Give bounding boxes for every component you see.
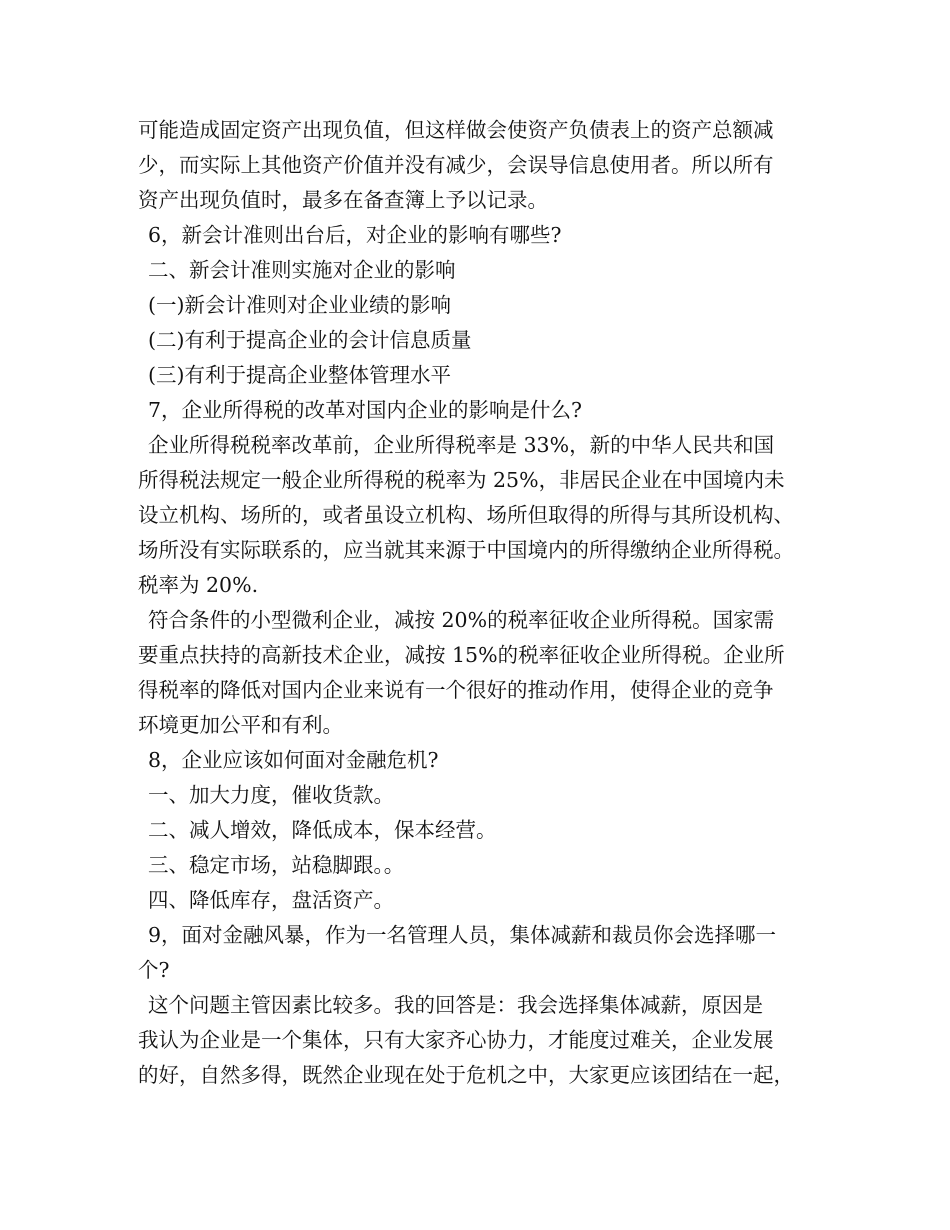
text-line: 少，而实际上其他资产价值并没有减少，会误导信息使用者。所以所有 <box>138 153 774 177</box>
text-line: 7，企业所得税的改革对国内企业的影响是什么? <box>148 398 583 422</box>
text-line: 所得税法规定一般企业所得税的税率为 25%，非居民企业在中国境内未 <box>138 468 785 492</box>
text-line: 6，新会计准则出台后，对企业的影响有哪些? <box>148 223 562 247</box>
text-line: 个? <box>138 958 170 982</box>
text-line: 二、新会计准则实施对企业的影响 <box>148 258 456 282</box>
text-line: 设立机构、场所的，或者虽设立机构、场所但取得的所得与其所设机构、 <box>138 503 794 527</box>
text-line: 环境更加公平和有利。 <box>138 713 343 737</box>
text-line: (二)有利于提高企业的会计信息质量 <box>148 328 472 352</box>
text-line: 可能造成固定资产出现负值，但这样做会使资产负债表上的资产总额减 <box>138 118 774 142</box>
text-line: (三)有利于提高企业整体管理水平 <box>148 363 451 387</box>
text-line: 符合条件的小型微利企业，减按 20%的税率征收企业所得税。国家需 <box>148 608 775 632</box>
document-body <box>138 113 820 1093</box>
text-line: 资产出现负值时，最多在备查簿上予以记录。 <box>138 188 548 212</box>
text-line: 税率为 20%. <box>138 573 259 597</box>
text-line: 要重点扶持的高新技术企业，减按 15%的税率征收企业所得税。企业所 <box>138 643 785 667</box>
text-line: 三、稳定市场，站稳脚跟。。 <box>148 853 405 877</box>
text-line: 得税率的降低对国内企业来说有一个很好的推动作用，使得企业的竞争 <box>138 678 774 702</box>
text-line: 我认为企业是一个集体，只有大家齐心协力，才能度过难关，企业发展 <box>138 1028 774 1052</box>
text-line: 企业所得税税率改革前，企业所得税率是 33%，新的中华人民共和国 <box>148 433 775 457</box>
text-line: 9，面对金融风暴，作为一名管理人员，集体减薪和裁员你会选择哪一 <box>148 923 777 947</box>
text-line: 8，企业应该如何面对金融危机? <box>148 748 439 772</box>
text-line: (一)新会计准则对企业业绩的影响 <box>148 293 451 317</box>
text-line: 一、加大力度，催收货款。 <box>148 783 394 807</box>
text-line: 的好，自然多得，既然企业现在处于危机之中，大家更应该团结在一起， <box>138 1063 794 1087</box>
text-line: 四、降低库存，盘活资产。 <box>148 888 394 912</box>
text-line: 二、减人增效，降低成本，保本经营。 <box>148 818 497 842</box>
text-line: 这个问题主管因素比较多。我的回答是：我会选择集体减薪，原因是 <box>148 993 763 1017</box>
text-line: 场所没有实际联系的，应当就其来源于中国境内的所得缴纳企业所得税。 <box>138 538 794 562</box>
